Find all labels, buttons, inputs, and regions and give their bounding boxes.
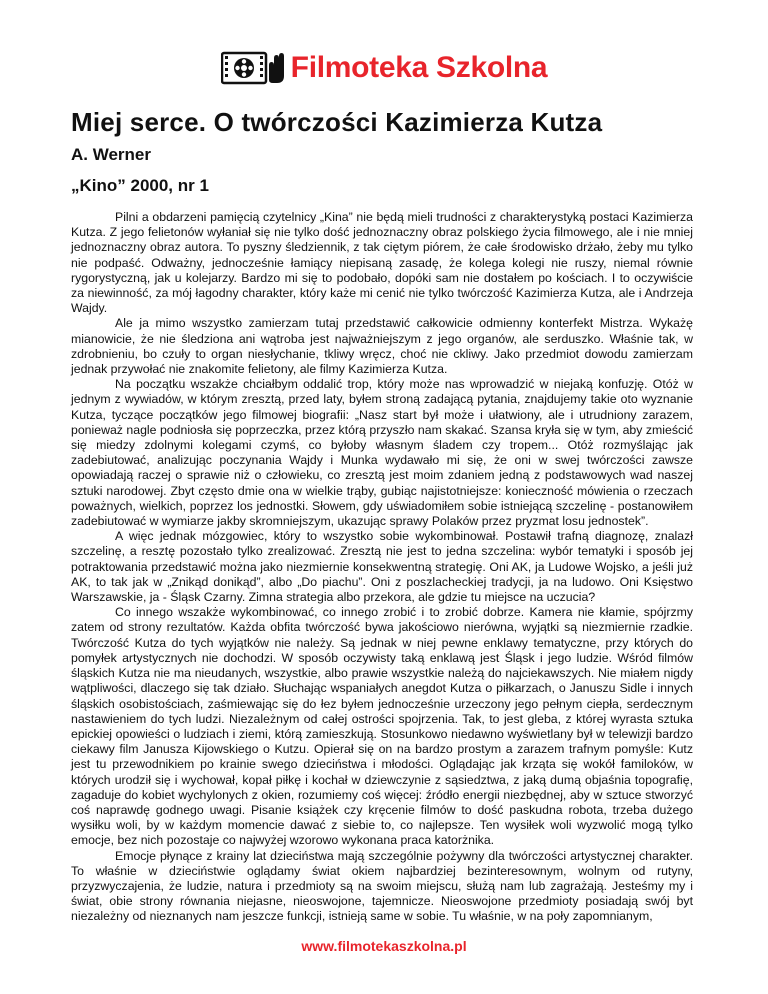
paragraph: Emocje płynące z krainy lat dzieciństwa mają szczególnie pożywny dla twórczości artystycznej charakter. To właśnie w dzieciństwie oglądamy świat okiem najbardziej bezinteresownym, wolnym od rutyny, przyzwyczajenia, że ludzie, natura i przedmioty są na swoim miejscu, służą nam lub zagrażają. Jesteśmy my i świat, obie strony równania niejasne, nieoswojone, tajemnicze. Nieoswojone przedmioty posiadają swój byt niezależny od nieznanych nam jeszcze funkcji, istnieją same w sobie. Tu właśnie, w na poły zapomnianym, — [71, 848, 693, 924]
article-author: A. Werner — [71, 145, 151, 164]
paragraph: A więc jednak mózgowiec, który to wszystko sobie wykombinował. Postawił trafną diagnozę, znalazł szczelinę, a resztę pozostało tylko zrealizować. Zresztą nie jest to jedna szczelina: wybór tematyki i sposób jej potraktowania przedstawić można jako niezmiernie konsekwentną strategię. Oni AK, ja Ludowe Wojsko, a jeśli już AK, to tak jak w „Znikąd donikąd”, albo „Do piachu”. Oni z poszlacheckiej tradycji, ja na ludowo. Oni Księstwo Warszawskie, ja - Śląsk Czarny. Zimna strategia albo przekora, ale gdzie tu miejsce na uczucia? — [71, 529, 693, 605]
film-reel-hand-icon — [221, 50, 287, 86]
paragraph: Co innego wszakże wykombinować, co innego zrobić i to zrobić dobrze. Kamera nie kłamie, spójrzmy zatem od strony rezultatów. Każda obfita twórczość bywa jakościowo nierówna, wyjątki są niezmiernie rzadkie. Twórczość Kutza do tych wyjątków nie należy. Są jednak w niej pewne enklawy tematyczne, przy których do pomyłek artystycznych nie dochodzi. W sposób oczywisty taką enklawą jest Śląsk i jego ludzie. Wśród filmów śląskich Kutza nie ma nieudanych, wszystkie, albo prawie wszystkie należą do najciekawszych. Nie miałem nigdy wątpliwości, dlaczego się tak działo. Słuchając wspaniałych anegdot Kutza o piłkarzach, o Januszu Sidle i innych śląskich osobistościach, zaśmiewając się do łez byłem jednocześnie urzeczony jego pełnym ciepła, serdecznym nastawieniem do tych ludzi. Niezależnym od całej ostrości spojrzenia. Tak, to jest gleba, z której wyrasta sztuka epickiej opowieści o ludziach i ziemi, którą zamieszkują. Stosunkowo niedawno wyświetlany był w telewizji bardzo ciekawy film Janusza Kijowskiego o Kutzu. Opierał się on na bardzo prostym a zarazem trafnym pomyśle: Kutz jest tu przewodnikiem po krainie swego dzieciństwa i młodości. Oglądając jak krząta się wokół familoków, w których urodził się i wychował, kopał piłkę i kochał w dziewczynie z sąsiedztwa, z jaką dumą objaśnia topografię, zagaduje do kobiet wychylonych z okien, rozumiemy coś więcej: źródło energii niezbędnej, aby w sztuce stworzyć coś naprawdę godnego uwagi. Pisanie książek czy kręcenie filmów to dość paskudna robota, trzeba dużego wysiłku woli, by w każdym momencie dawać z siebie to, co najlepsze. Ten wysiłek woli wyzwolić mogą tylko emocje, bez nich pozostaje co najwyżej wzorowo wykonana praca katorżnika. — [71, 605, 693, 848]
logo[interactable] — [221, 50, 548, 86]
article-source: „Kino” 2000, nr 1 — [71, 176, 209, 195]
logo-text: Filmoteka Szkolna — [290, 51, 548, 84]
header — [0, 46, 768, 90]
paragraph: Pilni a obdarzeni pamięcią czytelnicy „Kina” nie będą mieli trudności z charakterystyką postaci Kazimierza Kutza. Z jego felietonów wyłaniał się nie tylko dość jednoznaczny obraz polskiego życia filmowego, ale i nie mniej jednoznaczny obraz autora. To pyszny śledziennik, z tak ciętym piórem, że całe środowisko drżało, żeby mu tylko nie podpaść. Odważny, jednocześnie łamiący niepisaną zasadę, że kolega kolegi nie ruszy, niemal równie rygorystyczną, jak u kolejarzy. Bardzo mi się to podobało, dopóki sam nie dostałem po kościach. I to oczywiście za niewinność, za mój łagodny charakter, który każe mi cenić nie tylko twórczość Kazimierza Kutza, ale i Andrzeja Wajdy. — [71, 210, 693, 316]
footer-link[interactable]: www.filmotekaszkolna.pl — [301, 938, 467, 954]
article-body — [71, 210, 693, 925]
article-title: Miej serce. O twórczości Kazimierza Kutza — [71, 107, 603, 137]
paragraph: Ale ja mimo wszystko zamierzam tutaj przedstawić całkowicie odmienny konterfekt Mistrza. Wykażę mianowicie, że nie śledziona ani wątroba jest najważniejszym z jego organów, ale serduszko. Właśnie tak, w zdrobnieniu, bo czuły to organ niesłychanie, tkliwy wręcz, choć nie ckliwy. Jako przedmiot dowodu zamierzam jednak przywołać nie znakomite felietony, ale filmy Kazimierza Kutza. — [71, 316, 693, 377]
paragraph: Na początku wszakże chciałbym oddalić trop, który może nas wprowadzić w niejaką konfuzję. Otóż w jednym z wywiadów, w którym zresztą, przed laty, byłem stroną zadającą pytania, znajdujemy takie oto wyznanie Kutza, tyczące początków jego filmowej biografii: „Nasz start był może i ułatwiony, ale i utrudniony zarazem, ponieważ nagle podniosła się poprzeczka, przez którą przyszło nam skakać. Szansa kryła się w tym, aby zmieścić się miedzy zdolnymi kolegami czymś, co byłoby własnym śladem czy tropem... Otóż rozmyślając jak zadebiutować, analizując poczynania Wajdy i Munka wydawało mi się, że oni w swej twórczości zawsze opowiadają raczej o sprawie niż o człowieku, co zresztą jest moim zdaniem jedną z podstawowych wad naszej sztuki narodowej. Zbyt często dmie ona w wielkie trąby, gubiąc najistotniejsze: konieczność mówienia o rzeczach poważnych, wielkich, poprzez los jednostki. Słowem, gdy uświadomiłem sobie istniejącą szczelinę - postanowiłem zadebiutować w wymiarze jakby skromniejszym, ukazując sprawy Polaków przez pryzmat losu jednostek”. — [71, 377, 693, 529]
